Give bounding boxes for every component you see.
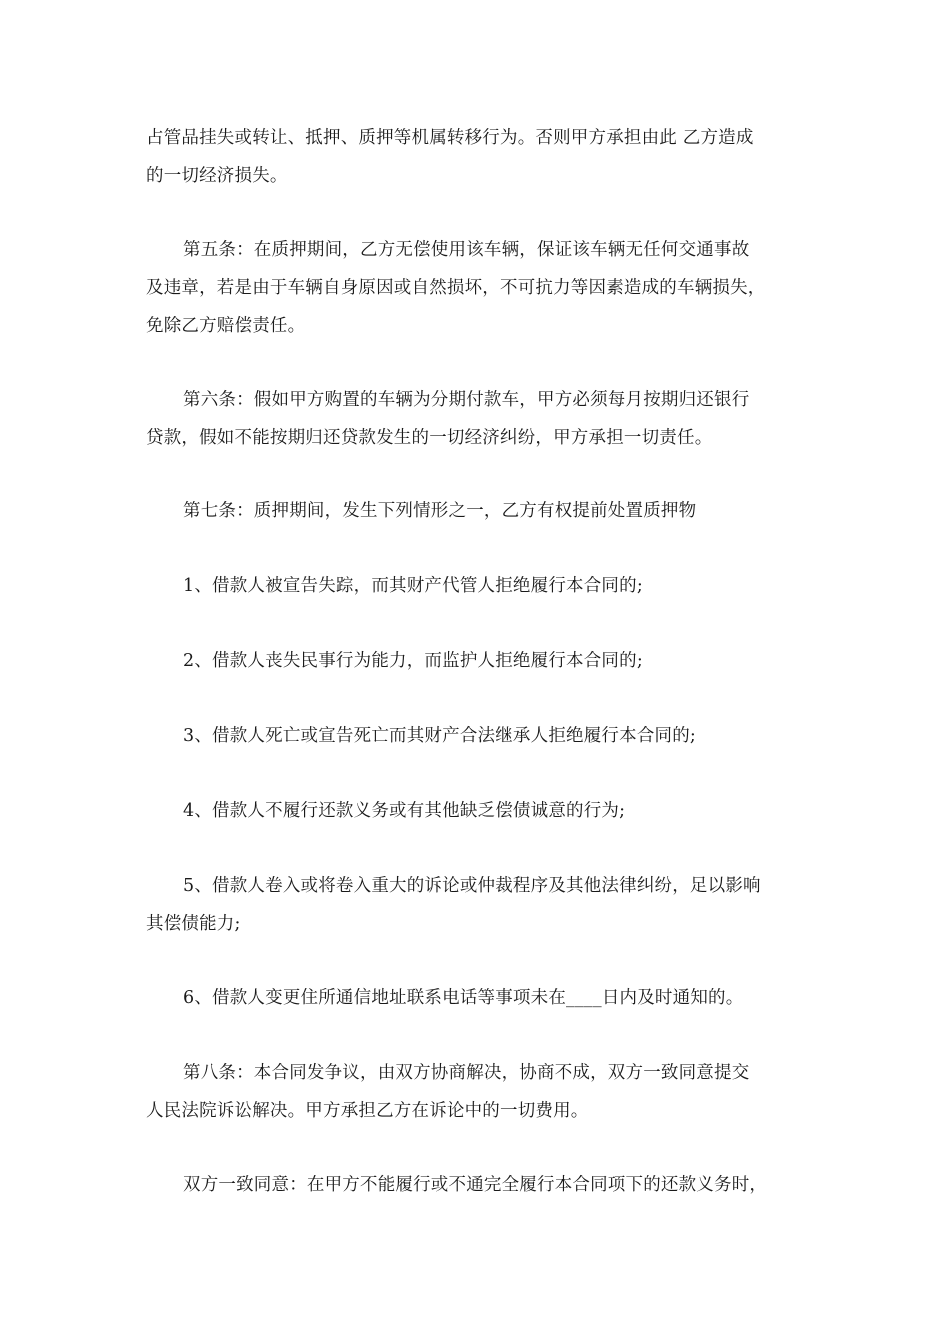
text-line: 2、借款人丧失民事行为能力，而监护人拒绝履行本合同的; (183, 651, 643, 671)
text-line: 第七条：质押期间，发生下列情形之一，乙方有权提前处置质押物 (183, 501, 697, 521)
text-line: 免除乙方赔偿责任。 (146, 316, 306, 336)
article-8 (146, 1054, 814, 1130)
text-line: 其偿债能力; (146, 914, 241, 934)
text-line: 占管品挂失或转让、抵押、质押等机属转移行为。否则甲方承担由此 乙方造成 (146, 128, 754, 148)
paragraph-continuation (146, 119, 814, 195)
list-item-5 (146, 867, 814, 943)
text-line: 人民法院诉讼解决。甲方承担乙方在诉论中的一切费用。 (146, 1101, 589, 1121)
text-line: 及违章，若是由于车辆自身原因或自然损坏，不可抗力等因素造成的车辆损失， (146, 278, 766, 298)
mutual-agreement-paragraph (146, 1166, 814, 1204)
text-line: 贷款，假如不能按期归还贷款发生的一切经济纠纷，甲方承担一切责任。 (146, 428, 713, 448)
text-line: 第八条：本合同发争议，由双方协商解决，协商不成，双方一致同意提交 (183, 1063, 750, 1083)
text-line: 的一切经济损失。 (146, 166, 288, 186)
text-line: 双方一致同意：在甲方不能履行或不通完全履行本合同项下的还款义务时， (183, 1175, 768, 1195)
text-line: 6、借款人变更住所通信地址联系电话等事项未在____日内及时通知的。 (183, 988, 744, 1008)
article-5 (146, 231, 814, 345)
text-line: 3、借款人死亡或宣告死亡而其财产合法继承人拒绝履行本合同的; (183, 726, 697, 746)
text-line: 5、借款人卷入或将卷入重大的诉论或仲裁程序及其他法律纠纷，足以影响 (183, 876, 761, 896)
list-item-3 (146, 717, 814, 755)
list-item-6 (146, 979, 814, 1017)
article-6 (146, 381, 814, 457)
text-line: 1、借款人被宣告失踪，而其财产代管人拒绝履行本合同的; (183, 576, 643, 596)
list-item-4 (146, 792, 814, 830)
list-item-2 (146, 642, 814, 680)
article-7 (146, 492, 814, 530)
text-line: 4、借款人不履行还款义务或有其他缺乏偿债诚意的行为; (183, 801, 626, 821)
text-line: 第六条：假如甲方购置的车辆为分期付款车，甲方必须每月按期归还银行 (183, 390, 750, 410)
list-item-1 (146, 567, 814, 605)
text-line: 第五条：在质押期间，乙方无偿使用该车辆，保证该车辆无任何交通事故 (183, 240, 750, 260)
